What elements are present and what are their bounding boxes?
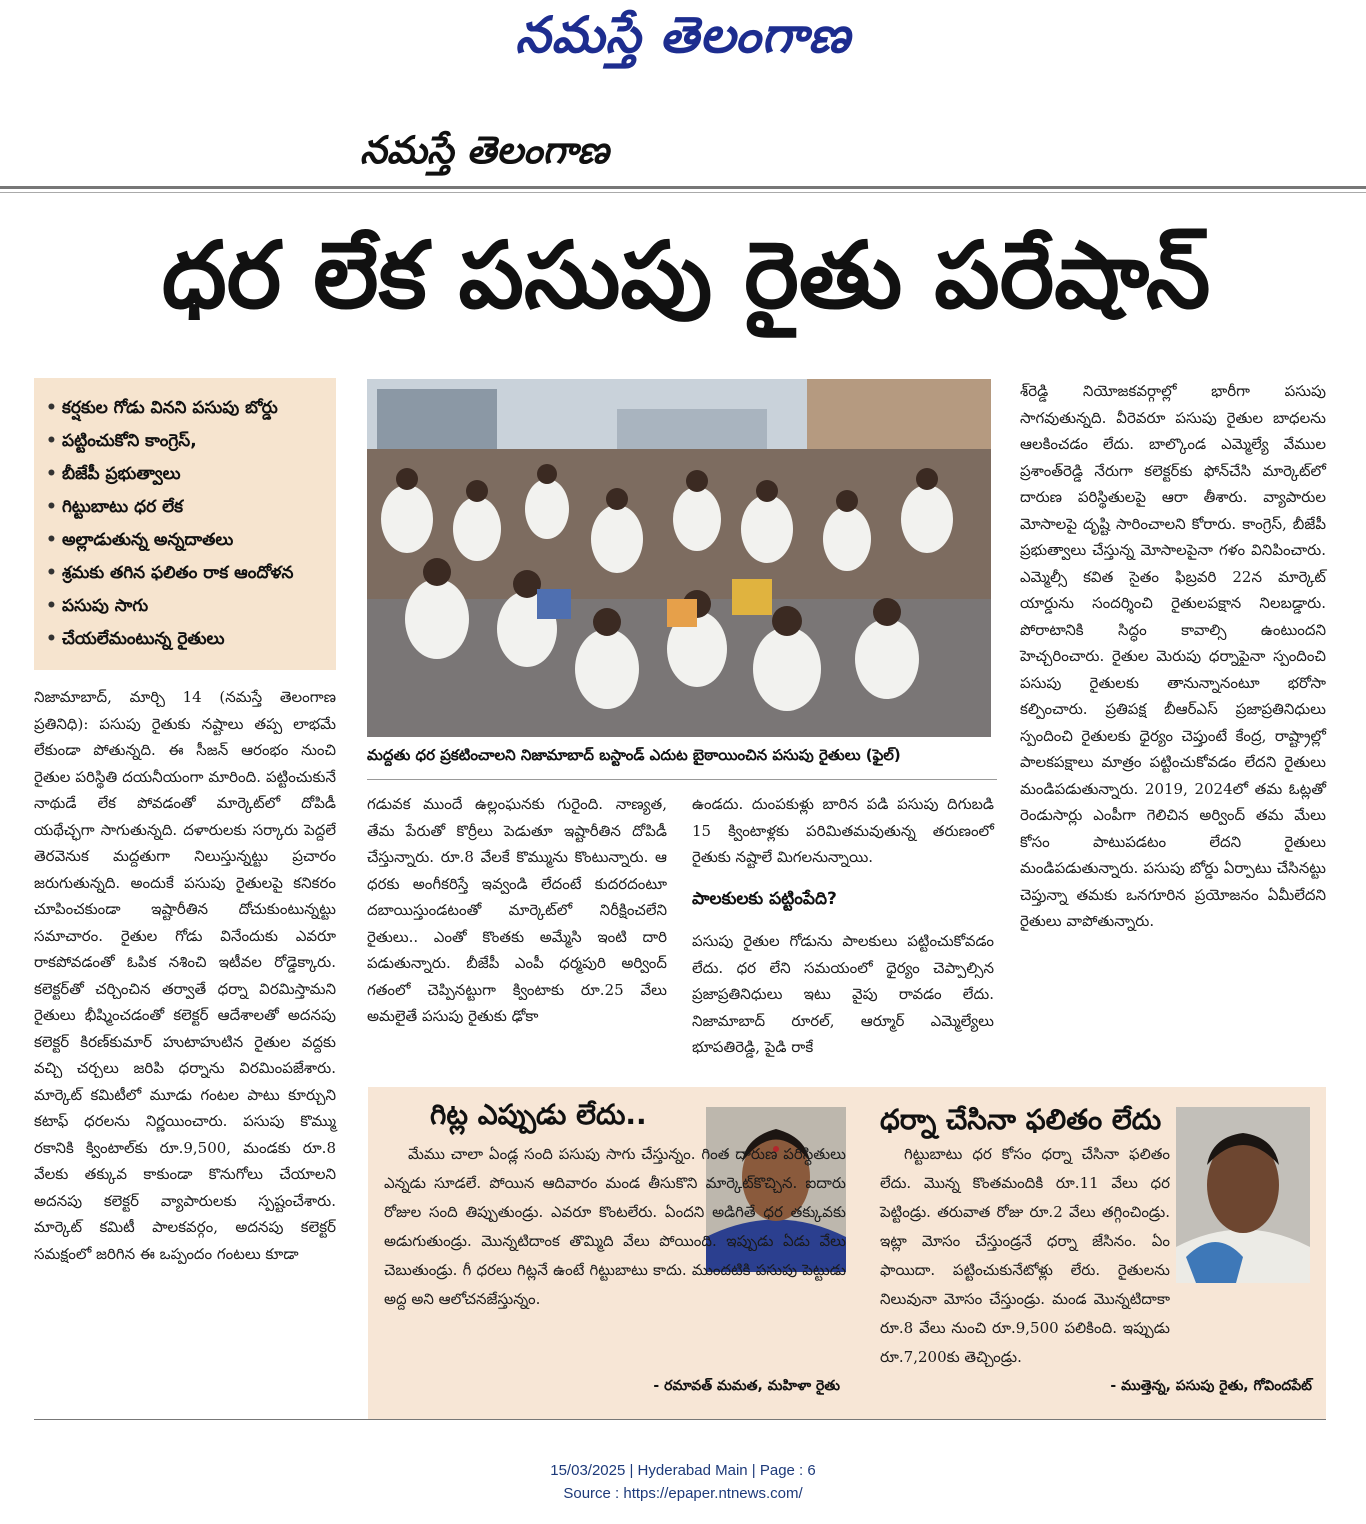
quote-left-text: మేము చాలా ఏండ్ల సంది పసుపు సాగు చేస్తున్నం. గింత దారుణ పరిస్థితులు ఎన్నడు సూడలే. పోయిన ఆదివారం మండ తీసుకొని మార్కెట్‌కొచ్చిన. ఐదారు రోజుల సంది తిప్పుతుండ్రు. ఎవరూ కొంటలేరు. ఏందని అడిగితే ధర తక్కువకు అడుగుతుండ్రు. మొన్నటిదాంక తొమ్మిది వేలు పోయింది. ఇప్పుడు ఏడు వేలు చెబుతుండ్రు. గీ ధరలు గిట్లనే ఉంటే గిట్టుబాటు కాదు. ముందటికి పసుపు పెట్టుడు అద్ద అని ఆలోచనజేస్తున్నం.	[384, 1145, 846, 1308]
highlight-item: • అల్లాడుతున్న అన్నదాతలు	[46, 524, 326, 557]
divider	[367, 779, 997, 780]
article-column-1: నిజామాబాద్, మార్చి 14 (నమస్తే తెలంగాణ ప్రతినిధి): పసుపు రైతుకు నష్టాలు తప్ప లాభమే లేకుండా పోతున్నది. ఈ సీజన్ ఆరంభం నుంచి రైతుల పరిస్థితి దయనీయంగా మారింది. పట్టించుకునే నాథుడే లేక పోవడంతో మార్కెట్‌లో దోపిడీ యథేచ్ఛగా సాగుతున్నది. దళారులకు సర్కారు పెద్దలే తెరవెనుక మద్దతుగా నిలుస్తున్నట్టు ప్రచారం జరుగుతున్నది. అందుకే పసుపు రైతులపై కనికరం చూపించకుండా ఇష్టారీతిన దోచుకుంటున్నట్టు సమాచారం. రైతుల గోడు వినేందుకు ఎవరూ రాకపోవడంతో ఓపిక నశించి ఇటీవల రోడ్డెక్కారు. కలెక్టర్‌తో చర్చించిన తర్వాతే ధర్నా విరమిస్తామని రైతులు భీష్మించడంతో కలెక్టర్ ఆదేశాలతో అదనపు కలెక్టర్ కిరణ్‌కుమార్ హుటాహుటిన రైతుల వద్దకు వచ్చి చర్చలు జరిపి ధర్నాను విరమింపజేశారు. మార్కెట్ కమిటీలో మూడు గంటల పాటు కూర్చుని కటాఫ్ ధరలను నిర్ణయించారు. పసుపు కొమ్ము రకానికి క్వింటాల్‌కు రూ.9,500, మండకు రూ.8 వేలకు తక్కువ కాకుండా కొనుగోలు చేయాలని అదనపు కలెక్టర్ వ్యాపారులకు స్పష్టంచేశారు. మార్కెట్ కమిటీ పాలకవర్గం, అదనపు కలెక్టర్ సమక్షంలో జరిగిన ఈ ఒప్పందం గంటలు కూడా	[34, 688, 336, 1263]
protest-photo	[367, 379, 991, 737]
highlight-item: • బీజేపీ ప్రభుత్వాలు	[46, 458, 326, 491]
highlight-item: • పసుపు సాగు	[46, 590, 326, 623]
quote-right-text-continued	[880, 1288, 1310, 1370]
quote-right-heading: ధర్నా చేసినా ఫలితం లేదు	[880, 1103, 1162, 1136]
masthead-logo: నమస్తే తెలంగాణ	[515, 6, 851, 64]
divider	[0, 186, 1366, 189]
portrait-illustration	[1176, 1107, 1310, 1283]
quote-left-heading: గిట్ల ఎప్పుడు లేదు..	[430, 1098, 647, 1131]
footer-source: Source : https://epaper.ntnews.com/	[563, 1485, 803, 1502]
highlights-box	[34, 378, 336, 670]
article-column-3a: ఉండదు. దుంపకుళ్లు బారిన పడి పసుపు దిగుబడి 15 క్వింటాళ్లకు పరిమితమవుతున్న తరుణంలో రైతుకు నష్టాలే మిగలనున్నాయి.	[692, 795, 994, 866]
article-column-2: గడువక ముందే ఉల్లంఘనకు గురైంది. నాణ్యత, తేమ పేరుతో కొర్రీలు పెడుతూ ఇష్టారీతిన దోపిడీ చేస్తున్నారు. రూ.8 వేలకే కొమ్మును కొంటున్నారు. ఆ ధరకు అంగీకరిస్తే ఇవ్వండి లేదంటే కుదరదంటూ దబాయిస్తుండటంతో మార్కెట్‌లో నిరీక్షించలేని రైతులు.. ఎంతో కొంతకు అమ్మేసి ఇంటి దారి పడుతున్నారు. బీజేపీ ఎంపీ ధర్మపురి అర్వింద్ గతంలో చెప్పినట్టుగా క్వింటాకు రూ.25 వేలు అమలైతే పసుపు రైతుకు ఢోకా	[367, 795, 667, 1025]
quote-left-credit: - రమావత్ మమత, మహిళా రైతు	[653, 1378, 840, 1394]
highlight-item: • చేయలేమంటున్న రైతులు	[46, 623, 326, 656]
crowd-illustration	[367, 379, 991, 737]
quote-right-credit: - ముత్తెన్న, పసుపు రైతు, గోవిందపేట్	[1110, 1378, 1312, 1394]
article-column-3b: పసుపు రైతుల గోడును పాలకులు పట్టించుకోవడం లేదు. ధర లేని సమయంలో ధైర్యం చెప్పాల్సిన ప్రజాప్రతినిధులు ఇటు వైపు రావడం లేదు. నిజామాబాద్ రూరల్, ఆర్మూర్ ఎమ్మెల్యేలు భూపతిరెడ్డి, పైడి రాకే	[692, 932, 994, 1056]
article-column-4: శ్‌రెడ్డి నియోజకవర్గాల్లో భారీగా పసుపు సాగవుతున్నది. వీరెవరూ పసుపు రైతుల బాధలను ఆలకించడం లేదు. బాల్కొండ ఎమ్మెల్యే వేముల ప్రశాంత్‌రెడ్డి నేరుగా కలెక్టర్‌కు ఫోన్‌చేసి మార్కెట్‌లో దారుణ పరిస్థితులపై ఆరా తీశారు. వ్యాపారుల మోసాలపై దృష్టి సారించాలని కోరారు. కాంగ్రెస్, బీజేపీ ప్రభుత్వాలు చేస్తున్న మోసాలపైనా గళం వినిపించారు. ఎమ్మెల్సీ కవిత సైతం ఫిబ్రవరి 22న మార్కెట్ యార్డును సందర్శించి రైతులపక్షాన నిలబడ్డారు. పోరాటానికి సిద్ధం కావాల్సి ఉంటుందని హెచ్చరించారు. రైతుల మెరుపు ధర్నాపైనా స్పందించి పసుపు రైతులకు తానున్నానంటూ భరోసా కల్పించారు. ప్రతిపక్ష బీఆర్‌ఎస్ ప్రజాప్రతినిధులు స్పందించి రైతులకు ధైర్యం చెప్తుంటే కేంద్ర, రాష్ట్రాల్లో పాలకపక్షాలు మాత్రం పట్టించుకోవడం లేదని రైతులు మండిపడుతున్నారు. 2019, 2024లో తమ ఓట్లతో రెండుసార్లు ఎంపీగా గెలిచిన అర్వింద్ తమ మేలు కోసం పాటుపడటం లేదని రైతులు మండిపడుతున్నారు. పసుపు బోర్డు ఏర్పాటు చేసినట్టు చెప్తున్నా తమకు ఒనగూరిన ప్రయోజనం ఏమీలేదని రైతులు వాపోతున్నారు.	[1020, 382, 1326, 930]
quote-right-text: గిట్టుబాటు ధర కోసం ధర్నా చేసినా ఫలితం లేదు. మొన్న కొంతమందికి రూ.11 వేలు ధర పెట్టిండ్రు. తరువాత రోజు రూ.2 వేలు తగ్గించిండ్రు. ఇట్లా మోసం చేస్తుండ్రనే ధర్నా జేసినం. ఏం ఫాయిదా. పట్టించుకునేటోళ్లు లేరు. రైతులను నిలువునా మోసం చేస్తుండ్రు. మండ మొన్నటిదాకా రూ.8 వేలు నుంచి రూ.9,500 పలికింది. ఇప్పుడు రూ.7,200కు తెచ్చిండ్రు.	[880, 1145, 1170, 1366]
photo-caption: మద్దతు ధర ప్రకటించాలని నిజామాబాద్ బస్టాండ్ ఎదుట బైఠాయించిన పసుపు రైతులు (ఫైల్)	[367, 746, 901, 764]
highlight-item: • పట్టించుకోని కాంగ్రెస్,	[46, 425, 326, 458]
section-title: నమస్తే తెలంగాణ	[360, 128, 609, 172]
highlight-item: • కర్షకుల గోడు వినని పసుపు బోర్డు	[46, 392, 326, 425]
divider	[0, 192, 1366, 193]
highlight-item: • గిట్టుబాటు ధర లేక	[46, 491, 326, 524]
farmer-portrait-man	[1176, 1107, 1310, 1283]
headline: ధర లేక పసుపు రైతు పరేషాన్	[161, 222, 1211, 329]
highlight-item: • శ్రమకు తగిన ఫలితం రాక ఆందోళన	[46, 557, 326, 590]
footer-date-edition: 15/03/2025 | Hyderabad Main | Page : 6	[550, 1462, 816, 1479]
subheading: పాలకులకు పట్టింపేది?	[692, 889, 837, 909]
divider	[34, 1419, 1326, 1420]
